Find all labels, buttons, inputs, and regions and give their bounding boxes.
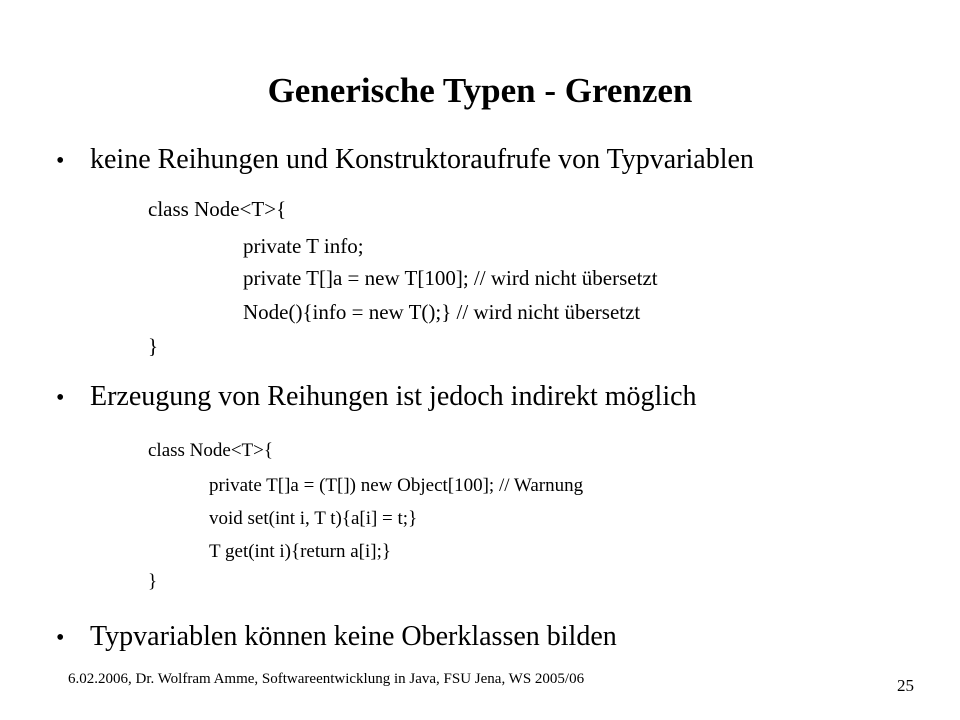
- bullet-item-3: [56, 617, 617, 657]
- code-line: private T[]a = new T[100]; // wird nicht übersetzt: [243, 266, 658, 290]
- bullet-text-2: Erzeugung von Reihungen ist jedoch indirekt möglich: [90, 381, 697, 412]
- bullet-icon: •: [56, 625, 65, 651]
- slide-title: Generische Typen - Grenzen: [267, 71, 693, 110]
- code-line: }: [148, 334, 159, 358]
- code-line: class Node<T>{: [148, 440, 273, 461]
- bullet-text-1: keine Reihungen und Konstruktoraufrufe von Typvariablen: [90, 144, 754, 175]
- code-line: Node(){info = new T();} // wird nicht übersetzt: [243, 300, 641, 324]
- code-line: }: [148, 571, 158, 592]
- bullet-item-1: [56, 140, 754, 180]
- bullet-text-3: Typvariablen können keine Oberklassen bilden: [90, 621, 617, 652]
- code-line: class Node<T>{: [148, 197, 287, 221]
- bullet-item-2: [56, 377, 697, 417]
- bullet-icon: •: [56, 148, 65, 174]
- code-line: private T info;: [243, 234, 364, 258]
- code-line: T get(int i){return a[i];}: [209, 541, 391, 562]
- footer-text: 6.02.2006, Dr. Wolfram Amme, Softwareentwicklung in Java, FSU Jena, WS 2005/06: [68, 671, 585, 687]
- page-number: 25: [897, 676, 914, 695]
- code-line: private T[]a = (T[]) new Object[100]; // Warnung: [209, 475, 584, 496]
- bullet-icon: •: [56, 385, 65, 411]
- code-line: void set(int i, T t){a[i] = t;}: [209, 508, 418, 529]
